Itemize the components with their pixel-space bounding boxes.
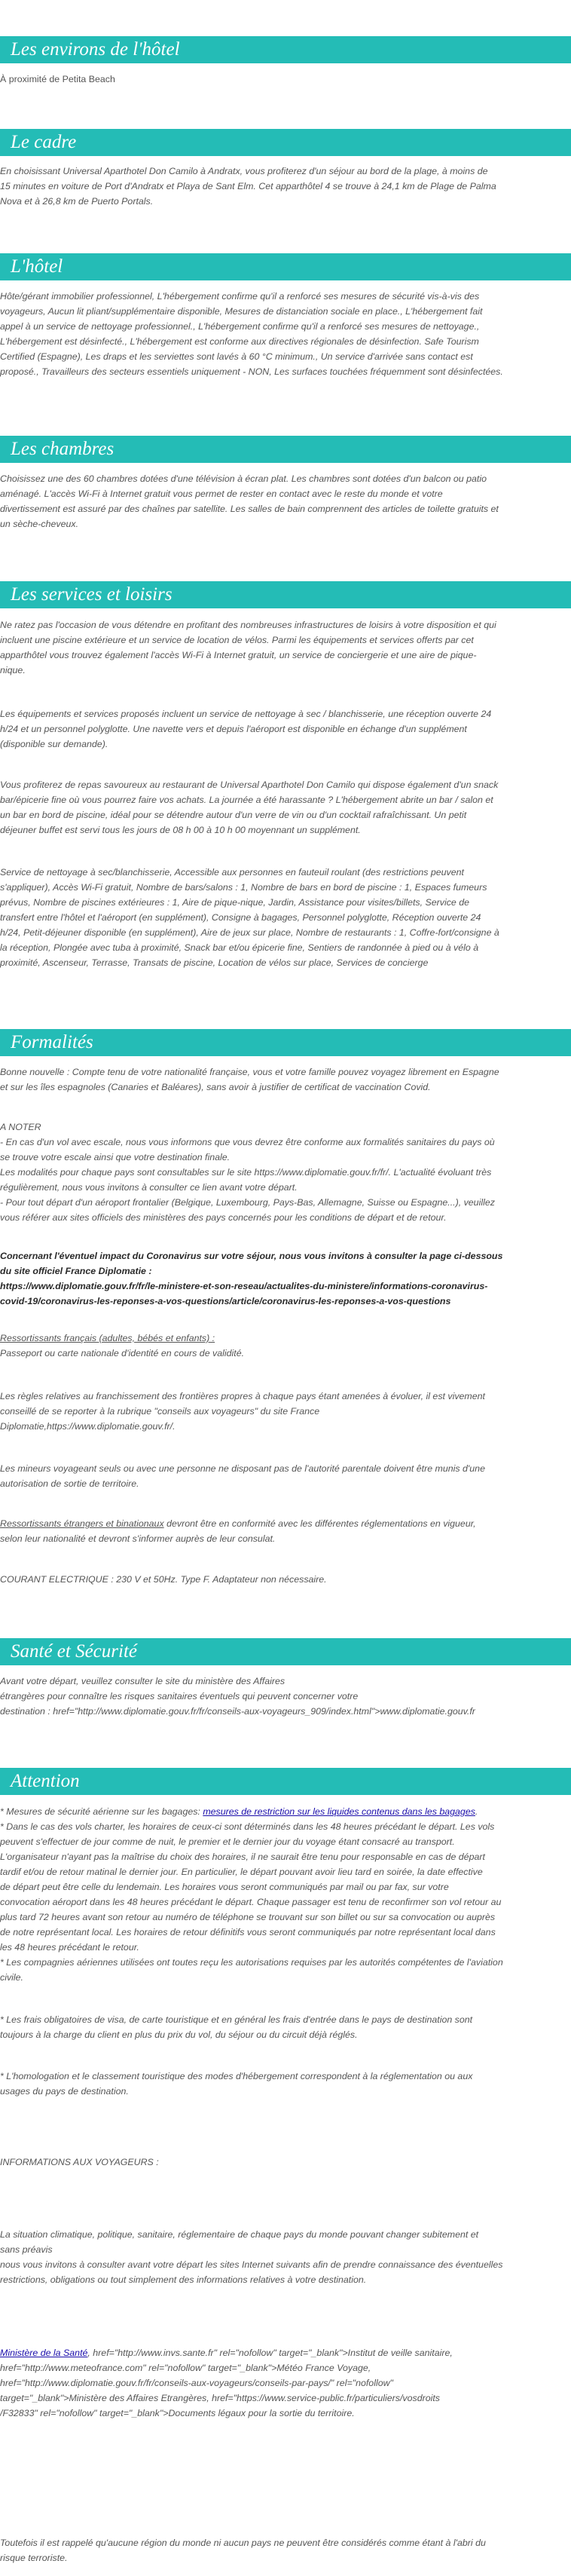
horaires-line: les 48 heures précédant le retour.	[0, 1942, 139, 1953]
section-title-chambres: Les chambres	[0, 436, 571, 463]
cadre-line: En choisissant Universal Aparthotel Don Camilo à Andratx, vous profiterez d'un séjour au bord de la plage, à moins de	[0, 166, 488, 176]
horaires-line: convocation aéroport dans les 48 heures précédant le départ. Chaque passager est tenu de reconfirmer son vol retour au	[0, 1897, 502, 1907]
bagages-line	[0, 1805, 569, 1820]
homologation-line: * L'homologation et le classement touristique des modes d'hébergement correspondent à la réglementation ou aux	[0, 2071, 473, 2081]
services-p4-line: prévus, Nombre de piscines extérieures : 1, Aire de pique-nique, Jardin, Assistance pour visites/billets, Service de	[0, 897, 470, 908]
ministere-sante-link[interactable]: Ministère de la Santé	[0, 2348, 88, 2358]
section-title-environs: Les environs de l'hôtel	[0, 36, 571, 63]
section-title-hotel: L'hôtel	[0, 253, 571, 280]
hotel-line: appel à un service de nettoyage professionnel., L'hébergement confirme qu'il a renforcé ses mesures de nettoyage.,	[0, 321, 480, 332]
services-p1-line: nique.	[0, 665, 26, 675]
hotel-line: L'hébergement est désinfecté., L'hébergement est conforme aux directives régionales de désinfection. Safe Tourism	[0, 336, 479, 347]
services-p1-line: Ne ratez pas l'occasion de vous détendre en profitant des nombreuses infrastructures de loisirs à votre disposition et qui	[0, 620, 496, 630]
foreign-nationals-line: selon leur nationalité et devront s'informer auprès de leur consulat.	[0, 1533, 276, 1544]
formalites-p1-line: Bonne nouvelle : Compte tenu de votre nationalité française, vous et votre famille pouvez voyagez librement en Espagne	[0, 1067, 499, 1077]
services-p4-line: h/24, Petit-déjeuner disponible (en supplément), Aire de jeux sur place, Nombre de restaurants : 1, Coffre-fort/consigne à	[0, 927, 499, 938]
terrorisme-line: risque terroriste.	[0, 2553, 68, 2563]
hotel-line: Hôte/gérant immobilier professionnel, L'hébergement confirme qu'il a renforcé ses mesures de sécurité vis-à-vis des	[0, 291, 480, 302]
services-p1-line: apparthôtel vous trouvez également l'accès Wi-Fi à Internet gratuit, un service de conciergerie et une aire de pique-	[0, 650, 477, 660]
frais-line: * Les frais obligatoires de visa, de carte touristique et en général les frais d'entrée dans le pays de destination sont	[0, 2014, 473, 2025]
anoter-line: Les modalités pour chaque pays sont consultables sur le site https://www.diplomatie.gouv.fr/fr/. L'actualité évoluant très	[0, 1167, 492, 1178]
compagnies-line: * Les compagnies aériennes utilisées ont toutes reçu les autorisations requises par les autorités compétentes de l'aviation	[0, 1957, 503, 1968]
border-rules-line: conseillé de se reporter à la rubrique "conseils aux voyageurs" du site France	[0, 1406, 320, 1417]
chambres-line: aménagé. L'accès Wi-Fi à Internet gratuit vous permet de rester en contact avec le reste du monde et votre	[0, 489, 443, 499]
services-p4-line: transfert entre l'hôtel et l'aéroport (en supplément), Consigne à bagages, Personnel polyglotte, Réception ouverte 24	[0, 912, 481, 923]
section-title-formalites: Formalités	[0, 1029, 571, 1056]
cadre-line: 15 minutes en voiture de Port d'Andratx et Playa de Sant Elm. Cet apparthôtel 4 se trouve à 24,1 km de Plage de Palma	[0, 181, 496, 191]
horaires-line: tardif et/ou de retour matinal le dernier jour. En particulier, le départ pouvant avoir lieu tard en soirée, la date effective	[0, 1867, 483, 1877]
services-p4-line: Service de nettoyage à sec/blanchisserie, Accessible aux personnes en fauteuil roulant (des restrictions peuvent	[0, 867, 464, 878]
bagages-prefix: * Mesures de sécurité aérienne sur les bagages:	[0, 1806, 203, 1817]
ministere-line	[0, 2346, 569, 2361]
horaires-line: peuvent s'effectuer de jour comme de nuit, le premier et le dernier jour du voyage étant consacré au transport.	[0, 1836, 455, 1847]
border-rules-line: Diplomatie,https://www.diplomatie.gouv.fr/.	[0, 1421, 176, 1432]
minors-line: Les mineurs voyageant seuls ou avec une personne ne disposant pas de l'autorité parentale doivent être munis d'une	[0, 1463, 485, 1474]
services-p1-line: incluent une piscine extérieure et un service de location de vélos. Parmi les équipements et services offerts par cet	[0, 635, 474, 645]
ministere-line: target="_blank">Ministère des Affaires Etrangères, href="https://www.service-public.fr/particuliers/vosdroits	[0, 2393, 440, 2403]
foreign-nationals-line	[0, 1517, 569, 1532]
sante-line: destination : href="http://www.diplomatie.gouv.fr/fr/conseils-aux-voyageurs_909/index.html">www.diplomatie.gouv.fr	[0, 1706, 475, 1717]
services-p4-line: s'appliquer), Accès Wi-Fi gratuit, Nombre de bars/salons : 1, Nombre de bars en bord de piscine : 1, Espaces fumeurs	[0, 882, 487, 893]
anoter-line: se trouve votre escale ainsi que votre destination finale.	[0, 1152, 231, 1162]
section-title-attention: Attention	[0, 1768, 571, 1795]
services-p3-line: bar/épicerie fine où vous pourrez faire vos achats. La journée a été harassante ? L'hébergement abrite un bar / salon et	[0, 795, 493, 805]
situation-line: La situation climatique, politique, sanitaire, réglementaire de chaque pays du monde pouvant changer subitement et	[0, 2229, 479, 2240]
covid-notice-line: du site officiel France Diplomatie :	[0, 1266, 152, 1276]
services-p2-line: (disponible sur demande).	[0, 739, 108, 749]
bagages-suffix: .	[475, 1806, 478, 1817]
section-title-sante: Santé et Sécurité	[0, 1638, 571, 1665]
anoter-line: - En cas d'un vol avec escale, nous vous informons que vous devrez être conforme aux formalités sanitaires du pays où	[0, 1137, 495, 1147]
sante-line: étrangères pour connaître les risques sanitaires éventuels qui peuvent concerner votre	[0, 1691, 359, 1702]
anoter-line: régulièrement, nous vous invitons à consulter ce lien avant votre départ.	[0, 1182, 298, 1193]
situation-line: sans préavis	[0, 2244, 53, 2255]
border-rules-line: Les règles relatives au franchissement des frontières propres à chaque pays étant amenées à évoluer, il est vivement	[0, 1391, 485, 1401]
chambres-line: un sèche-cheveux.	[0, 519, 79, 529]
minors-line: autorisation de sortie de territoire.	[0, 1478, 139, 1489]
ministere-rest: , href="http://www.invs.sante.fr" rel="nofollow" target="_blank">Institut de veille sanitaire,	[87, 2348, 453, 2358]
horaires-line: de notre représentant local. Les horaires de retour définitifs vous seront communiqués par notre représentant local dans	[0, 1927, 496, 1937]
formalites-p1-line: et sur les îles espagnoles (Canaries et Baléares), sans avoir à justifier de certificat de vaccination Covid.	[0, 1082, 431, 1092]
horaires-line: plus tard 72 heures avant son retour au numéro de téléphone se trouvant sur son billet ou sur sa convocation ou auprès	[0, 1912, 496, 1922]
electric-current: COURANT ELECTRIQUE : 230 V et 50Hz. Type F. Adaptateur non nécessaire.	[0, 1574, 327, 1585]
horaires-line: * Dans le cas des vols charter, les horaires de ceux-ci sont déterminés dans les 48 heures précédant le départ. Les vols	[0, 1821, 495, 1832]
chambres-line: divertissement est assuré par des chaînes par satellite. Les salles de bain comprennent des articles de toilette gratuits et	[0, 504, 499, 514]
hotel-line: voyageurs, Aucun lit pliant/supplémentaire disponible, Mesures de distanciation sociale en place., L'hébergement fait	[0, 306, 483, 317]
ministere-line: href="http://www.meteofrance.com" rel="nofollow" target="_blank">Météo France Voyage,	[0, 2363, 371, 2373]
covid-notice-link[interactable]: https://www.diplomatie.gouv.fr/fr/le-ministere-et-son-reseau/actualites-du-ministere/informations-coronavirus-	[0, 1281, 488, 1291]
info-voyageurs-heading: INFORMATIONS AUX VOYAGEURS :	[0, 2157, 159, 2167]
covid-notice-line: Concernant l'éventuel impact du Coronavirus sur votre séjour, nous vous invitons à consulter la page ci-dessous	[0, 1251, 503, 1261]
anoter-line: - Pour tout départ d'un aéroport frontalier (Belgique, Luxembourg, Pays-Bas, Allemagne, Suisse ou Espagne...), veuillez	[0, 1197, 495, 1208]
sante-line: Avant votre départ, veuillez consulter le site du ministère des Affaires	[0, 1676, 286, 1686]
situation-line: nous vous invitons à consulter avant votre départ les sites Internet suivants afin de prendre connaissance des éventuelles	[0, 2259, 503, 2270]
ministere-line: /F32833" rel="nofollow" target="_blank">Documents légaux pour la sortie du territoire.	[0, 2408, 355, 2418]
hotel-line: Certified (Espagne), Les draps et les serviettes sont lavés à 60 °C minimum., Un service d'arrivée sans contact est	[0, 351, 473, 362]
compagnies-line: civile.	[0, 1972, 23, 1983]
ministere-line: href="http://www.diplomatie.gouv.fr/fr/conseils-aux-voyageurs/conseils-par-pays/" rel="nofollow"	[0, 2378, 393, 2388]
covid-notice-link[interactable]: covid-19/coronavirus-les-reponses-a-vos-questions/article/coronavirus-les-reponses-a-vos-questions	[0, 1296, 451, 1306]
section-title-services: Les services et loisirs	[0, 581, 571, 608]
terrorisme-line: Toutefois il est rappelé qu'aucune région du monde ni aucun pays ne peuvent être considérés comme étant à l'abri du	[0, 2538, 486, 2548]
liquids-restriction-link[interactable]: mesures de restriction sur les liquides contenus dans les bagages	[203, 1806, 475, 1817]
foreign-nationals-text: devront être en conformité avec les différentes réglementations en vigueur,	[163, 1518, 476, 1529]
frais-line: toujours à la charge du client en plus du prix du vol, du séjour ou du circuit déjà réglés.	[0, 2029, 358, 2040]
french-nationals-text: Passeport ou carte nationale d'identité en cours de validité.	[0, 1348, 245, 1358]
services-p3-line: déjeuner buffet est servi tous les jours de 08 h 00 à 10 h 00 moyennant un supplément.	[0, 825, 361, 835]
horaires-line: L'organisateur n'ayant pas la maîtrise du choix des horaires, il ne saurait être tenu pour responsable en cas de départ	[0, 1852, 485, 1862]
situation-line: restrictions, obligations ou tout simplement des informations relatives à votre destination.	[0, 2274, 367, 2285]
hotel-line: proposé., Travailleurs des secteurs essentiels uniquement - NON, Les surfaces touchées fréquemment sont désinfectées.	[0, 366, 503, 377]
foreign-nationals-heading: Ressortissants étrangers et binationaux	[0, 1518, 164, 1529]
horaires-line: de départ peut être celle du lendemain. Les horaires vous seront communiqués par mail ou par fax, sur votre	[0, 1882, 449, 1892]
anoter-heading: A NOTER	[0, 1122, 41, 1132]
environs-text: À proximité de Petita Beach	[0, 74, 115, 84]
services-p4-line: la réception, Plongée avec tuba à proximité, Snack bar et/ou épicerie fine, Sentiers de randonnée à pied ou à vélo à	[0, 942, 479, 953]
services-p2-line: h/24 et un personnel polyglotte. Une navette vers et depuis l'aéroport est disponible en échange d'un supplément	[0, 724, 467, 734]
section-title-cadre: Le cadre	[0, 129, 571, 156]
services-p3-line: un bar en bord de piscine, idéal pour se détendre autour d'un verre de vin ou d'un cocktail rafraîchissant. Un petit	[0, 810, 467, 820]
chambres-line: Choisissez une des 60 chambres dotées d'une télévision à écran plat. Les chambres sont dotées d'un balcon ou patio	[0, 473, 487, 484]
cadre-line: Nova et à 26,8 km de Puerto Portals.	[0, 196, 154, 207]
french-nationals-heading: Ressortissants français (adultes, bébés et enfants) :	[0, 1333, 215, 1343]
services-p4-line: proximité, Ascenseur, Terrasse, Transats de piscine, Location de vélos sur place, Services de concierge	[0, 957, 429, 968]
homologation-line: usages du pays de destination.	[0, 2086, 129, 2097]
anoter-line: vous référer aux sites officiels des ministères des pays concernés pour les conditions de départ et de retour.	[0, 1212, 447, 1223]
services-p2-line: Les équipements et services proposés incluent un service de nettoyage à sec / blanchisserie, une réception ouverte 24	[0, 709, 492, 719]
services-p3-line: Vous profiterez de repas savoureux au restaurant de Universal Aparthotel Don Camilo qui dispose également d'un snack	[0, 780, 499, 790]
